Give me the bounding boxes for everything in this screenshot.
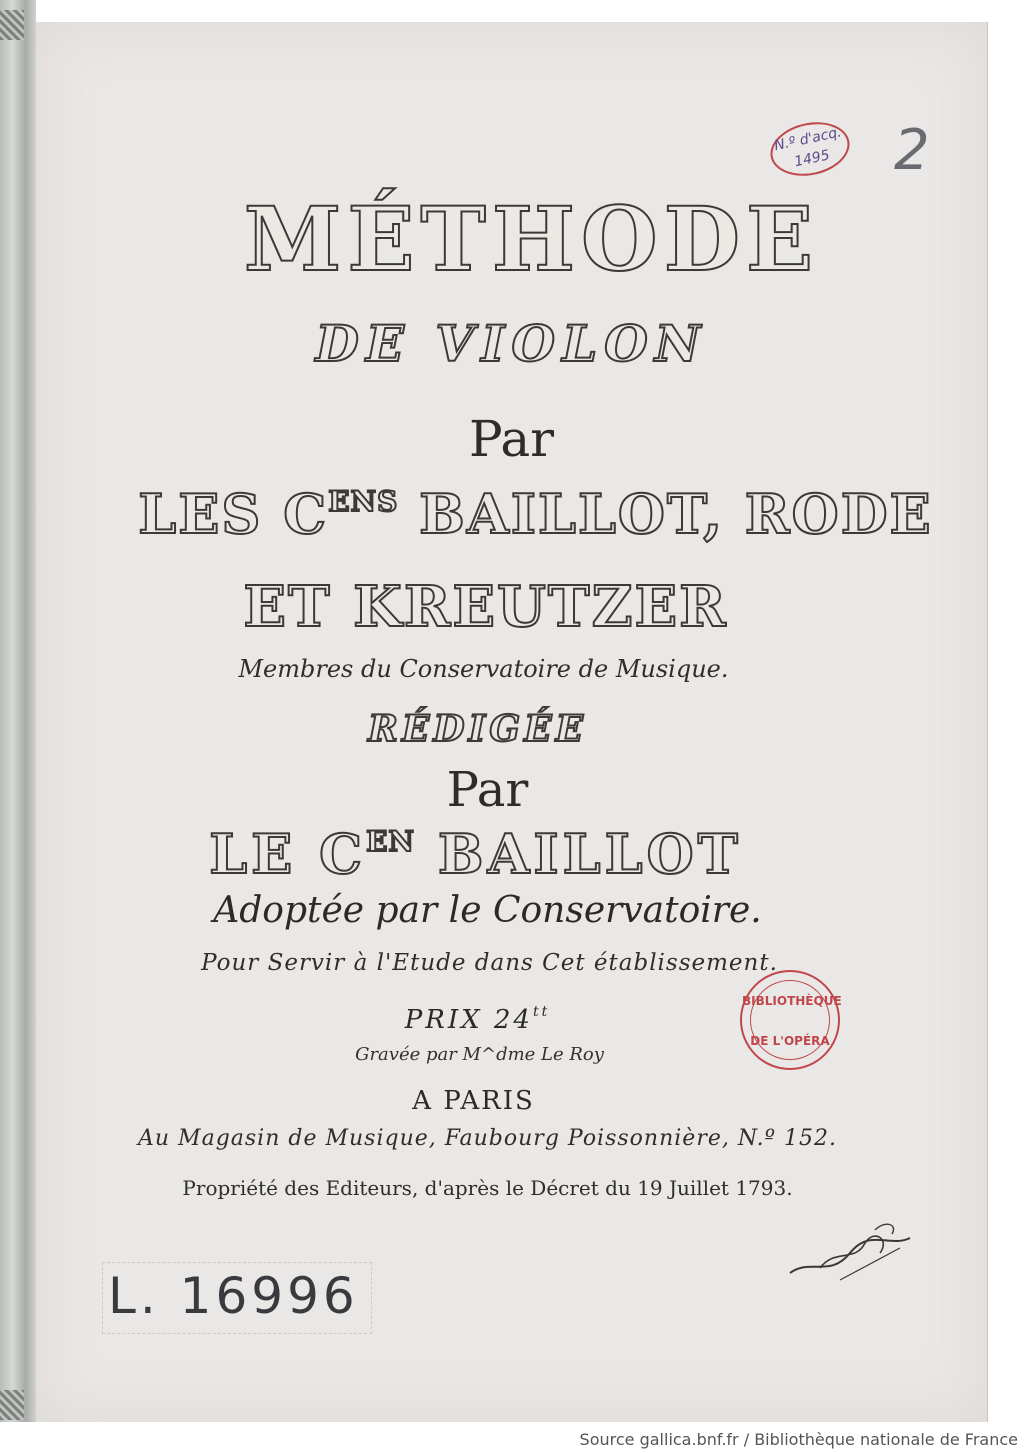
source-credit: Source gallica.bnf.fr / Bibliothèque nationale de France bbox=[579, 1430, 1018, 1449]
par-text-1: Par bbox=[468, 410, 555, 468]
engraver-text: Gravée par M^dme Le Roy bbox=[355, 1044, 604, 1065]
authors-line-1 bbox=[60, 482, 1011, 546]
editor-superscript: EN bbox=[366, 825, 416, 858]
binding-clasp-bottom bbox=[0, 1390, 24, 1420]
par-text-2: Par bbox=[446, 762, 529, 818]
shelfmark: L. 16996 bbox=[108, 1267, 359, 1325]
redigee-heading: RÉDIGÉE bbox=[367, 708, 588, 750]
a-paris-text: A PARIS bbox=[412, 1086, 535, 1116]
acquisition-stamp-number: 1495 bbox=[792, 147, 832, 171]
folio-number: 2 bbox=[894, 118, 930, 183]
acquisition-stamp bbox=[765, 115, 854, 182]
pour-servir-text: Pour Servir à l'Etude dans Cet établissement. bbox=[201, 950, 778, 976]
acquisition-stamp-label: N.º d'acq. bbox=[772, 124, 843, 155]
authors-line-1-superscript: ENS bbox=[328, 485, 399, 518]
opera-library-stamp bbox=[740, 970, 840, 1070]
price-unit: tt bbox=[532, 1004, 551, 1020]
title-de-violon: DE VIOLON bbox=[315, 314, 708, 373]
editor-line bbox=[0, 822, 951, 886]
membres-text: Membres du Conservatoire de Musique. bbox=[238, 655, 729, 683]
editor-prefix: LE C bbox=[209, 822, 367, 886]
price-label: PRIX 24 bbox=[404, 1005, 533, 1035]
title-page bbox=[36, 22, 988, 1422]
adoptee-text: Adoptée par le Conservatoire. bbox=[213, 890, 762, 931]
authors-line-1-prefix: LES C bbox=[138, 482, 329, 546]
propriete-notice: Propriété des Editeurs, d'après le Décret du 19 Juillet 1793. bbox=[182, 1176, 793, 1200]
handwritten-signature bbox=[780, 1218, 920, 1288]
authors-line-2: ET KREUTZER bbox=[243, 574, 728, 640]
editor-name: BAILLOT bbox=[437, 822, 742, 886]
opera-stamp-line-1: BIBLIOTHÈQUE bbox=[742, 994, 842, 1008]
opera-stamp-ring bbox=[750, 980, 830, 1060]
magasin-address: Au Magasin de Musique, Faubourg Poissonnière, N.º 152. bbox=[138, 1126, 837, 1151]
authors-line-1-names: BAILLOT, RODE bbox=[419, 482, 933, 546]
binding-clasp-top bbox=[0, 10, 24, 40]
source-footer bbox=[0, 1422, 1024, 1454]
opera-stamp-line-2: DE L'OPÉRA bbox=[750, 1034, 830, 1048]
title-methode: MÉTHODE bbox=[243, 187, 820, 291]
